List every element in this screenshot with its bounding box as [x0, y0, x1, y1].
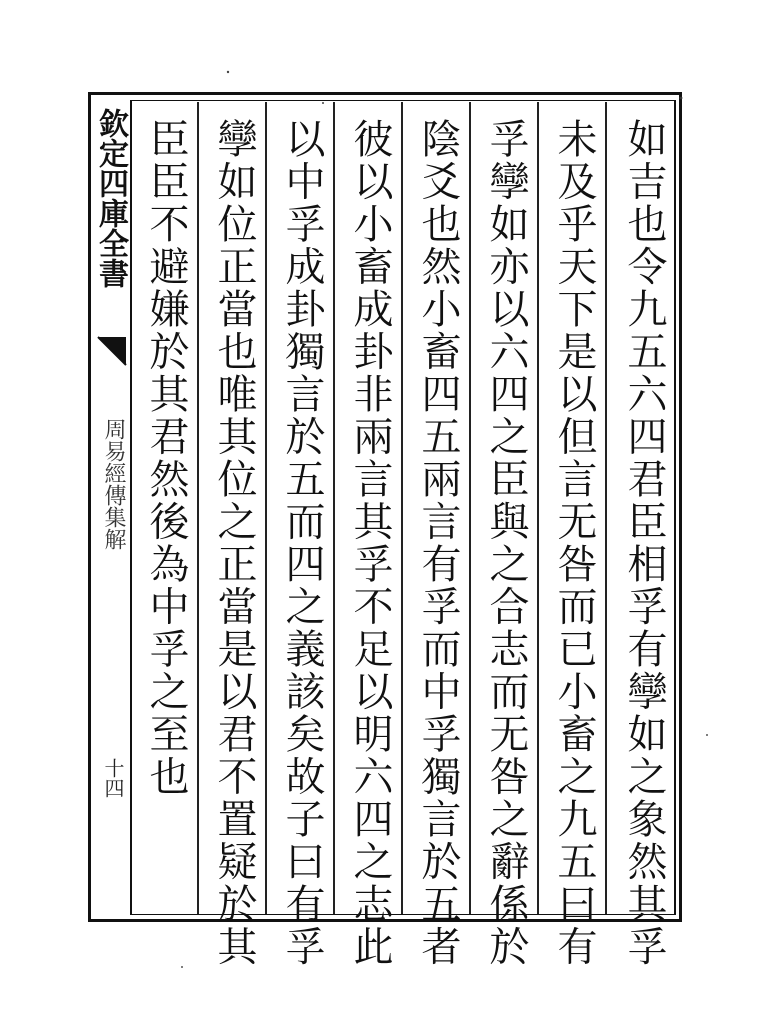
text-column-6: 以中孚成卦獨言於五而四之義該矣故子曰有孚 [279, 118, 325, 968]
collection-title: 欽定四庫全書 [93, 108, 128, 288]
text-column-7: 孿如位正當也唯其位之正當是以君不置疑於其 [211, 118, 257, 968]
page-number: 十四 [101, 758, 125, 798]
text-column-1: 如吉也令九五六四君臣相孚有孿如之象然其孚 [621, 118, 667, 968]
text-column-4: 陰爻也然小畜四五兩言有孚而中孚獨言於五者 [415, 118, 461, 968]
text-column-8: 臣臣不避嫌於其君然後為中孚之至也 [143, 118, 189, 798]
text-column-3: 孚孿如亦以六四之臣與之合志而无咎之辭係於 [483, 118, 529, 968]
book-title: 周易經傳集解 [101, 418, 126, 550]
text-column-5: 彼以小畜成卦非兩言其孚不足以明六四之志此 [347, 118, 393, 968]
text-column-2: 未及乎天下是以但言无咎而已小畜之九五曰有 [551, 118, 597, 968]
